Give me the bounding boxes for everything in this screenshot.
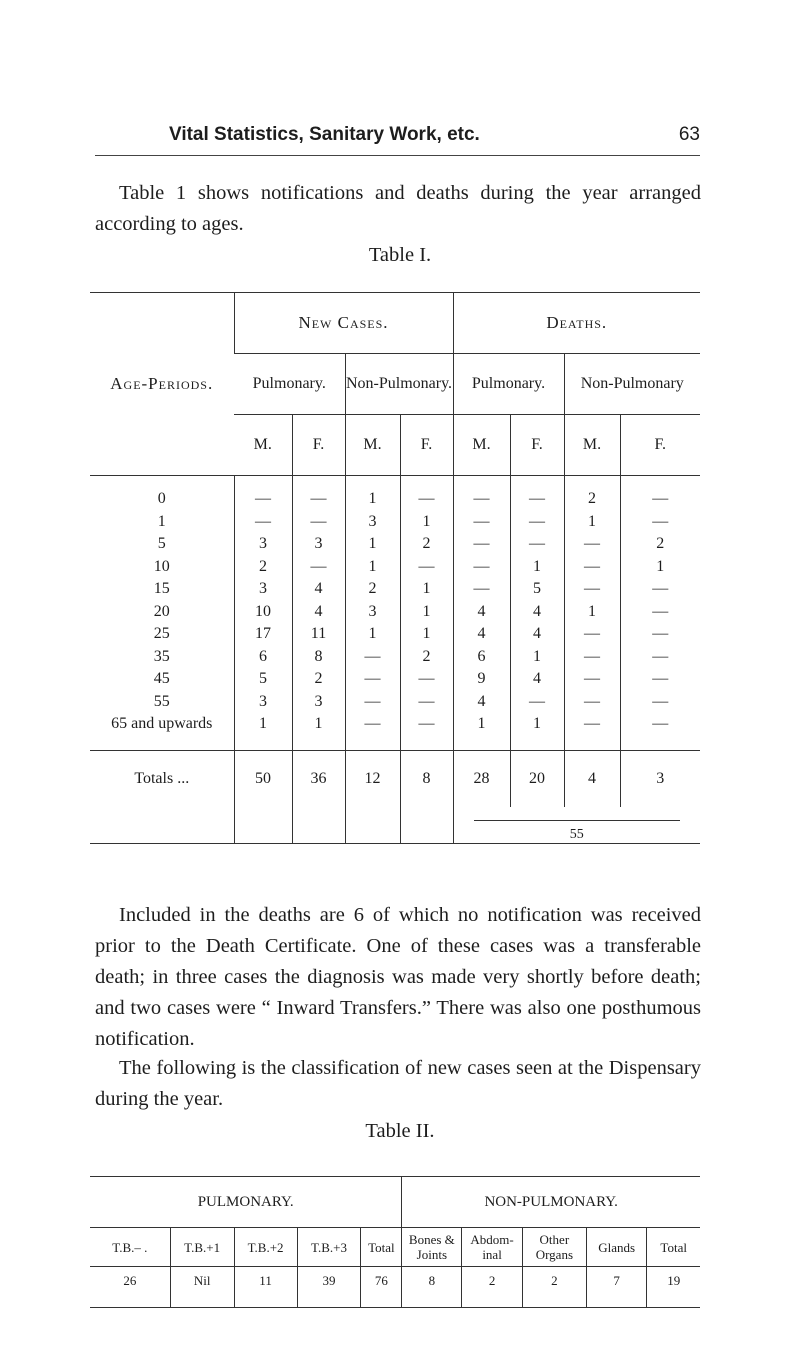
count-cell: 1	[510, 713, 564, 750]
count-cell: 6	[234, 646, 292, 669]
count-cell: 4	[453, 623, 510, 646]
count-cell: —	[564, 578, 620, 601]
count-cell: 2	[292, 668, 345, 691]
age-period: 25	[153, 625, 170, 642]
age-period: 0	[157, 490, 166, 507]
count-cell: 1	[400, 601, 453, 624]
count-cell: —	[620, 691, 700, 714]
table2-value: 76	[361, 1267, 402, 1308]
count-cell: —	[345, 713, 400, 750]
deaths-pulmonary-header: Pulmonary.	[453, 354, 564, 415]
count-cell: —	[453, 556, 510, 579]
count-cell: —	[510, 533, 564, 556]
count-cell: 5	[234, 668, 292, 691]
count-cell: —	[400, 556, 453, 579]
table1	[90, 292, 700, 844]
age-period: 20	[153, 602, 170, 620]
count-cell: 2	[234, 556, 292, 579]
count-cell: 11	[292, 623, 345, 646]
deaths-non-pulmonary-header: Non-Pulmonary	[564, 354, 700, 415]
age-period: 15	[153, 580, 170, 597]
count-cell: —	[292, 556, 345, 579]
count-cell: 2	[345, 578, 400, 601]
count-cell: 1	[564, 601, 620, 624]
table2-column-header: T.B.+1	[170, 1228, 234, 1267]
count-cell: —	[345, 668, 400, 691]
col-m: M.	[345, 415, 400, 476]
count-cell: 4	[510, 668, 564, 691]
total-cell: 28	[453, 750, 510, 807]
count-cell: —	[564, 556, 620, 579]
count-cell: —	[620, 668, 700, 691]
table2-column-header: T.B.+3	[297, 1228, 361, 1267]
count-cell: —	[400, 713, 453, 750]
col-m: M.	[453, 415, 510, 476]
table-row	[90, 713, 700, 750]
new-non-pulmonary-header: Non-Pulmonary.	[345, 354, 453, 415]
count-cell: —	[564, 691, 620, 714]
age-period: 1	[157, 512, 166, 530]
age-period: 55	[153, 692, 170, 710]
count-cell: —	[620, 476, 700, 511]
count-cell: 3	[234, 691, 292, 714]
count-cell: 1	[292, 713, 345, 750]
table-row	[90, 578, 700, 601]
header-rule	[95, 155, 700, 156]
count-cell: 1	[564, 511, 620, 534]
table2-column-header: T.B.– .	[90, 1228, 170, 1267]
running-title: Vital Statistics, Sanitary Work, etc.	[169, 124, 480, 145]
new-cases-header: New Cases.	[234, 293, 453, 354]
count-cell: 1	[234, 713, 292, 750]
table-row	[90, 556, 700, 579]
totals-label: Totals ...	[134, 769, 190, 787]
count-cell: —	[345, 646, 400, 669]
count-cell: 17	[234, 623, 292, 646]
table2-value: 2	[462, 1267, 523, 1308]
count-cell: —	[292, 511, 345, 534]
table-row	[90, 668, 700, 691]
age-period: 65 and upwards	[90, 713, 234, 750]
count-cell: 1	[345, 533, 400, 556]
age-period: 5	[157, 535, 166, 552]
count-cell: —	[400, 476, 453, 511]
count-cell: 4	[510, 601, 564, 624]
count-cell: 8	[292, 646, 345, 669]
total-cell: 50	[234, 750, 292, 807]
deaths-paragraph: Included in the deaths are 6 of which no notification was received prior to the Death Certificate. One of these cases was a transferable death; in three cases the diagnosis was made very shortly before death; and two cases were “ Inward Transfers.” There was also one posthumous notification.	[95, 904, 701, 1050]
table2-column-header: Bones & Joints	[402, 1228, 462, 1267]
pulmonary-group-header: PULMONARY.	[90, 1177, 402, 1228]
count-cell: 9	[453, 668, 510, 691]
count-cell: 2	[400, 646, 453, 669]
table2-column-header: Other Organs	[522, 1228, 586, 1267]
count-cell: —	[620, 601, 700, 624]
count-cell: —	[564, 668, 620, 691]
age-period: 35	[153, 647, 170, 665]
total-cell: 3	[620, 750, 700, 807]
col-f: F.	[510, 415, 564, 476]
count-cell: 3	[234, 578, 292, 601]
table2-value: 19	[647, 1267, 700, 1308]
classification-paragraph: The following is the classification of new cases seen at the Dispensary during the year.	[95, 1057, 701, 1110]
count-cell: —	[345, 691, 400, 714]
count-cell: 4	[292, 601, 345, 624]
count-cell: —	[453, 533, 510, 556]
non-pulmonary-group-header: NON-PULMONARY.	[402, 1177, 700, 1228]
count-cell: 3	[292, 533, 345, 556]
count-cell: —	[453, 511, 510, 534]
count-cell: —	[620, 511, 700, 534]
table2-column-header: Total	[361, 1228, 402, 1267]
count-cell: 5	[510, 578, 564, 601]
count-cell: —	[453, 476, 510, 511]
count-cell: —	[234, 511, 292, 534]
count-cell: —	[620, 578, 700, 601]
count-cell: 3	[292, 691, 345, 714]
count-cell: 1	[400, 511, 453, 534]
count-cell: 4	[453, 691, 510, 714]
count-cell: 4	[510, 623, 564, 646]
count-cell: 3	[345, 511, 400, 534]
count-cell: 1	[345, 623, 400, 646]
table2-column-header: Abdom-inal	[462, 1228, 523, 1267]
count-cell: 1	[345, 556, 400, 579]
count-cell: —	[564, 533, 620, 556]
new-pulmonary-header: Pulmonary.	[234, 354, 345, 415]
col-f: F.	[292, 415, 345, 476]
col-m: M.	[234, 415, 292, 476]
count-cell: —	[620, 646, 700, 669]
table-row	[90, 533, 700, 556]
count-cell: —	[400, 691, 453, 714]
count-cell: —	[400, 668, 453, 691]
total-cell: 8	[400, 750, 453, 807]
count-cell: 3	[234, 533, 292, 556]
count-cell: 2	[400, 533, 453, 556]
col-f: F.	[400, 415, 453, 476]
count-cell: 1	[400, 578, 453, 601]
table1-caption: Table I.	[368, 244, 432, 266]
count-cell: —	[453, 578, 510, 601]
count-cell: —	[564, 646, 620, 669]
col-m: M.	[564, 415, 620, 476]
table2-value: 11	[234, 1267, 297, 1308]
count-cell: —	[292, 476, 345, 511]
table-row	[90, 623, 700, 646]
deaths-total: 55	[453, 807, 700, 844]
table2-value: Nil	[170, 1267, 234, 1308]
table2-column-header: Total	[647, 1228, 700, 1267]
total-cell: 20	[510, 750, 564, 807]
table-row	[90, 646, 700, 669]
count-cell: 1	[345, 476, 400, 511]
table2-value: 8	[402, 1267, 462, 1308]
count-cell: 3	[345, 601, 400, 624]
table-row	[90, 691, 700, 714]
table-row	[90, 511, 700, 534]
col-f: F.	[620, 415, 700, 476]
count-cell: 1	[510, 646, 564, 669]
table2-column-header: Glands	[586, 1228, 647, 1267]
total-cell: 36	[292, 750, 345, 807]
total-cell: 4	[564, 750, 620, 807]
count-cell: 10	[234, 601, 292, 624]
count-cell: 2	[564, 476, 620, 511]
deaths-header: Deaths.	[453, 293, 700, 354]
table-row	[90, 601, 700, 624]
total-cell: 12	[345, 750, 400, 807]
age-period: 45	[153, 670, 170, 687]
table2	[90, 1176, 700, 1308]
count-cell: —	[564, 623, 620, 646]
count-cell: 1	[620, 556, 700, 579]
count-cell: 4	[453, 601, 510, 624]
age-period: 10	[153, 557, 170, 575]
table2-column-header: T.B.+2	[234, 1228, 297, 1267]
intro-paragraph: Table 1 shows notifications and deaths during the year arranged according to ages.	[95, 182, 701, 235]
count-cell: 4	[292, 578, 345, 601]
count-cell: 6	[453, 646, 510, 669]
count-cell: —	[510, 691, 564, 714]
count-cell: —	[564, 713, 620, 750]
count-cell: —	[620, 623, 700, 646]
table-row	[90, 476, 700, 511]
table2-value: 2	[522, 1267, 586, 1308]
count-cell: 2	[620, 533, 700, 556]
page-number: 63	[678, 124, 700, 145]
count-cell: —	[510, 511, 564, 534]
table2-value: 39	[297, 1267, 361, 1308]
count-cell: —	[620, 713, 700, 750]
table2-caption: Table II.	[365, 1120, 435, 1142]
count-cell: 1	[453, 713, 510, 750]
table2-value: 7	[586, 1267, 647, 1308]
count-cell: 1	[510, 556, 564, 579]
age-periods-header: Age-Periods.	[90, 293, 234, 476]
count-cell: —	[234, 476, 292, 511]
table2-value: 26	[90, 1267, 170, 1308]
count-cell: 1	[400, 623, 453, 646]
count-cell: —	[510, 476, 564, 511]
